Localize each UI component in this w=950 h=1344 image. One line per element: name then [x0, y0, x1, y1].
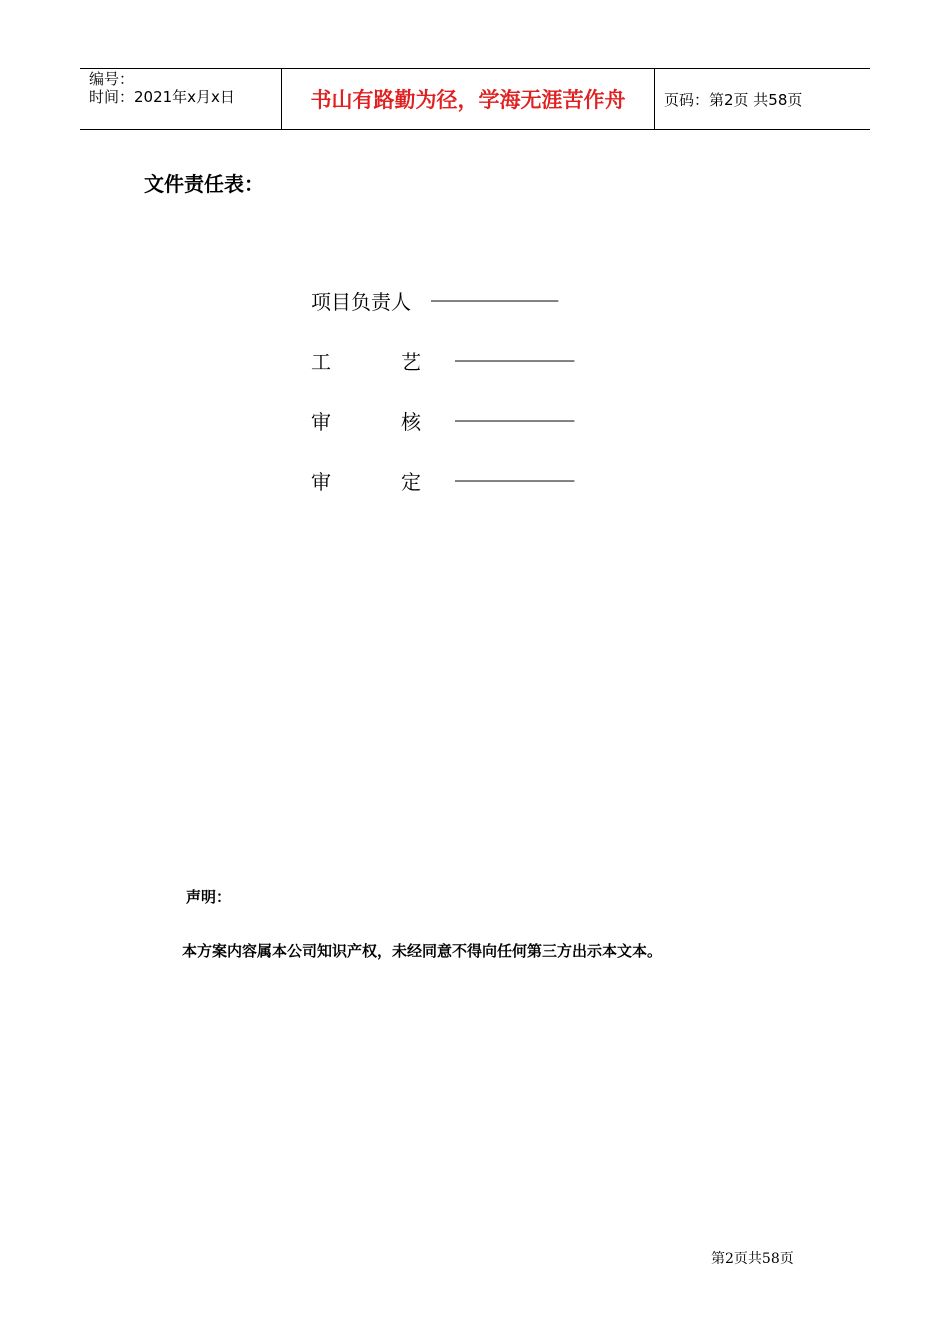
- page-header: [80, 68, 870, 130]
- signature-line: ———————————————: [455, 412, 574, 429]
- resp-label-char: 工: [311, 350, 331, 374]
- resp-label-char: 艺: [401, 350, 421, 374]
- declaration-title: 声明：: [186, 888, 232, 906]
- resp-label-char: 审: [311, 470, 331, 494]
- header-page-number: 页码：第2页 共58页: [664, 90, 803, 109]
- signature-line: ————————————————: [431, 292, 558, 309]
- resp-row-review: [311, 406, 574, 435]
- resp-row-approval: [311, 466, 574, 495]
- resp-label: [311, 466, 421, 495]
- signature-line: ———————————————: [455, 352, 574, 369]
- header-number: 编号：: [89, 70, 135, 88]
- resp-label-char: 核: [401, 410, 421, 434]
- resp-label: 项目负责人: [311, 290, 411, 314]
- resp-label-char: 审: [311, 410, 331, 434]
- header-meta: [80, 69, 282, 129]
- signature-line: ———————————————: [455, 472, 574, 489]
- resp-label: [311, 346, 421, 375]
- resp-label: [311, 406, 421, 435]
- header-time: 时间：2021年x月x日: [89, 88, 235, 106]
- page-footer: 第2页共58页: [711, 1251, 794, 1267]
- document-title: 文件责任表：: [144, 172, 264, 196]
- header-motto: 书山有路勤为径，学海无涯苦作舟: [282, 69, 655, 129]
- resp-row-process: [311, 346, 574, 375]
- declaration-text: 本方案内容属本公司知识产权，未经同意不得向任何第三方出示本文本。: [182, 942, 663, 960]
- resp-label-char: 定: [401, 470, 421, 494]
- resp-row-project-lead: [311, 286, 558, 315]
